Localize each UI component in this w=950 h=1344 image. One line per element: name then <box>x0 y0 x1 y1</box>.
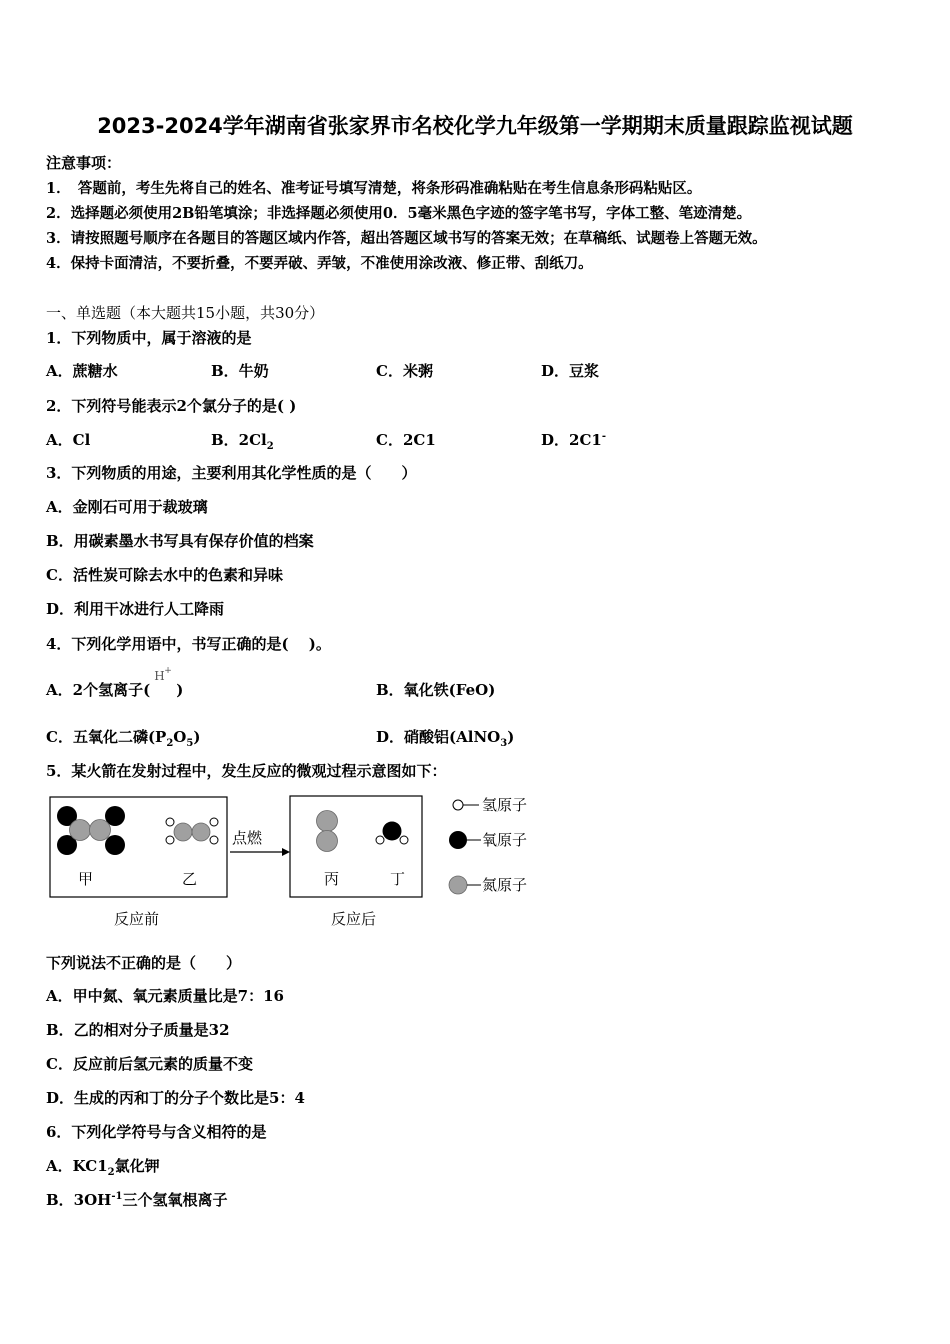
q6-option-b-text: B．3OH <box>46 1191 112 1209</box>
q4-option-d <box>376 726 514 749</box>
q4-option-c-text: C．五氧化二磷(P <box>46 728 167 746</box>
q3-stem: 3．下列物质的用途，主要利用其化学性质的是（ ） <box>46 464 417 482</box>
legend-h-label: 氢原子 <box>482 796 528 814</box>
q6-option-a-meaning: 氯化钾 <box>114 1157 160 1175</box>
q4-option-c-sub1: 2 <box>166 738 174 749</box>
q2-option-d-sup: - <box>601 431 606 442</box>
q4-option-a-h: H <box>154 669 165 683</box>
q2-option-b-sub: 2 <box>266 441 274 452</box>
q6-option-b <box>46 1189 227 1210</box>
reaction-condition: 点燃 <box>232 829 263 847</box>
q4-option-a-charge: + <box>164 666 172 676</box>
q1-option-d: D．豆浆 <box>541 362 600 380</box>
q4-option-c-o: O <box>173 728 187 746</box>
notice-item-1: 1． 答题前，考生先将自己的姓名、准考证号填写清楚，将条形码准确粘贴在考生信息条形码粘贴区。 <box>46 180 702 197</box>
yi-h-atom <box>166 836 174 844</box>
jia-n-atom <box>90 820 111 841</box>
label-jia: 甲 <box>78 870 94 888</box>
legend-n-label: 氮原子 <box>482 876 528 894</box>
molecule-jia <box>57 806 125 855</box>
yi-n-atom <box>174 823 192 841</box>
q4-option-c-close: ) <box>193 728 201 746</box>
legend-o-label: 氧原子 <box>482 831 528 849</box>
q4-option-a-close: ) <box>176 681 184 699</box>
q6-option-a-text: A．KC1 <box>46 1157 108 1175</box>
q5-option-b: B．乙的相对分子质量是32 <box>46 1021 230 1039</box>
jia-o-atom <box>105 835 125 855</box>
q6-option-b-sup: -1 <box>111 1191 123 1202</box>
legend-n-icon <box>449 876 467 894</box>
q6-option-b-meaning: 三个氢氧根离子 <box>122 1191 228 1209</box>
q1-stem: 1．下列物质中，属于溶液的是 <box>46 329 252 347</box>
q4-option-d-close: ) <box>507 728 515 746</box>
q1-option-b: B．牛奶 <box>211 362 269 380</box>
q1-option-c: C．米粥 <box>376 362 433 380</box>
yi-h-atom <box>210 818 218 826</box>
legend-h-icon <box>453 800 463 810</box>
q2-option-d <box>541 429 606 450</box>
q3-option-a: A．金刚石可用于裁玻璃 <box>46 498 208 516</box>
q4-option-c-sub2: 5 <box>186 738 194 749</box>
q4-option-d-text: D．硝酸铝(AlNO <box>376 728 501 746</box>
q4-option-a <box>46 666 184 700</box>
ding-o-atom <box>383 822 402 841</box>
q4-option-d-sub: 3 <box>500 738 508 749</box>
notice-heading: 注意事项： <box>46 154 122 172</box>
yi-h-atom <box>166 818 174 826</box>
q5-option-d: D．生成的丙和丁的分子个数比是5：4 <box>46 1089 305 1107</box>
q2-option-b <box>211 429 274 452</box>
yi-h-atom <box>210 836 218 844</box>
q4-option-a-formula <box>150 666 176 695</box>
notice-item-3: 3．请按照题号顺序在各题目的答题区域内作答，超出答题区域书写的答案无效；在草稿纸、试题卷上答题无效。 <box>46 230 767 247</box>
q4-stem: 4．下列化学用语中，书写正确的是( )。 <box>46 635 331 653</box>
q1-option-a: A．蔗糖水 <box>46 362 118 380</box>
q2-option-a: A．Cl <box>46 431 91 449</box>
q6-option-a-sub: 2 <box>107 1167 115 1178</box>
q6-stem: 6．下列化学符号与含义相符的是 <box>46 1123 267 1141</box>
q5-option-c: C．反应前后氢元素的质量不变 <box>46 1055 253 1073</box>
q3-option-d: D．利用干冰进行人工降雨 <box>46 600 225 618</box>
label-yi: 乙 <box>182 870 198 888</box>
q2-stem: 2．下列符号能表示2个氯分子的是( ) <box>46 397 297 415</box>
q5-stem: 5．某火箭在发射过程中，发生反应的微观过程示意图如下： <box>46 762 447 780</box>
q4-option-c <box>46 726 200 749</box>
page-title: 2023-2024学年湖南省张家界市名校化学九年级第一学期期末质量跟踪监视试题 <box>97 114 853 138</box>
ding-h-atom <box>400 836 408 844</box>
label-before: 反应前 <box>114 910 160 928</box>
q2-option-d-text: D．2C1 <box>541 431 602 449</box>
q2-option-b-text: B．2Cl <box>211 431 267 449</box>
label-bing: 丙 <box>324 870 340 888</box>
legend-o-icon <box>449 831 467 849</box>
q3-option-c: C．活性炭可除去水中的色素和异味 <box>46 566 283 584</box>
bing-n-atom <box>317 811 338 832</box>
label-ding: 丁 <box>390 870 406 888</box>
q4-option-b: B．氧化铁(FeO) <box>376 681 496 699</box>
bing-n-atom <box>317 831 338 852</box>
q2-option-c: C．2C1 <box>376 431 436 449</box>
section-heading: 一、单选题（本大题共15小题，共30分） <box>46 304 325 322</box>
molecule-ding <box>376 822 408 845</box>
notice-item-4: 4．保持卡面清洁，不要折叠，不要弄破、弄皱，不准使用涂改液、修正带、刮纸刀。 <box>46 255 593 272</box>
notice-item-2: 2．选择题必须使用2B铅笔填涂；非选择题必须使用0．5毫米黑色字迹的签字笔书写，字体工整、笔迹清楚。 <box>46 205 752 222</box>
yi-n-atom <box>192 823 210 841</box>
q5-ask: 下列说法不正确的是（ ） <box>46 954 242 972</box>
q4-option-a-text: A．2个氢离子( <box>46 681 151 699</box>
ding-h-atom <box>376 836 384 844</box>
jia-n-atom <box>70 820 91 841</box>
molecule-bing <box>317 811 338 852</box>
arrow-head-icon <box>282 848 290 856</box>
q6-option-a <box>46 1155 160 1178</box>
q5-reaction-diagram <box>44 788 544 933</box>
legend <box>449 796 527 894</box>
q5-option-a: A．甲中氮、氧元素质量比是7：16 <box>46 987 284 1005</box>
q3-option-b: B．用碳素墨水书写具有保存价值的档案 <box>46 532 314 550</box>
molecule-yi <box>166 818 218 844</box>
label-after: 反应后 <box>331 910 377 928</box>
